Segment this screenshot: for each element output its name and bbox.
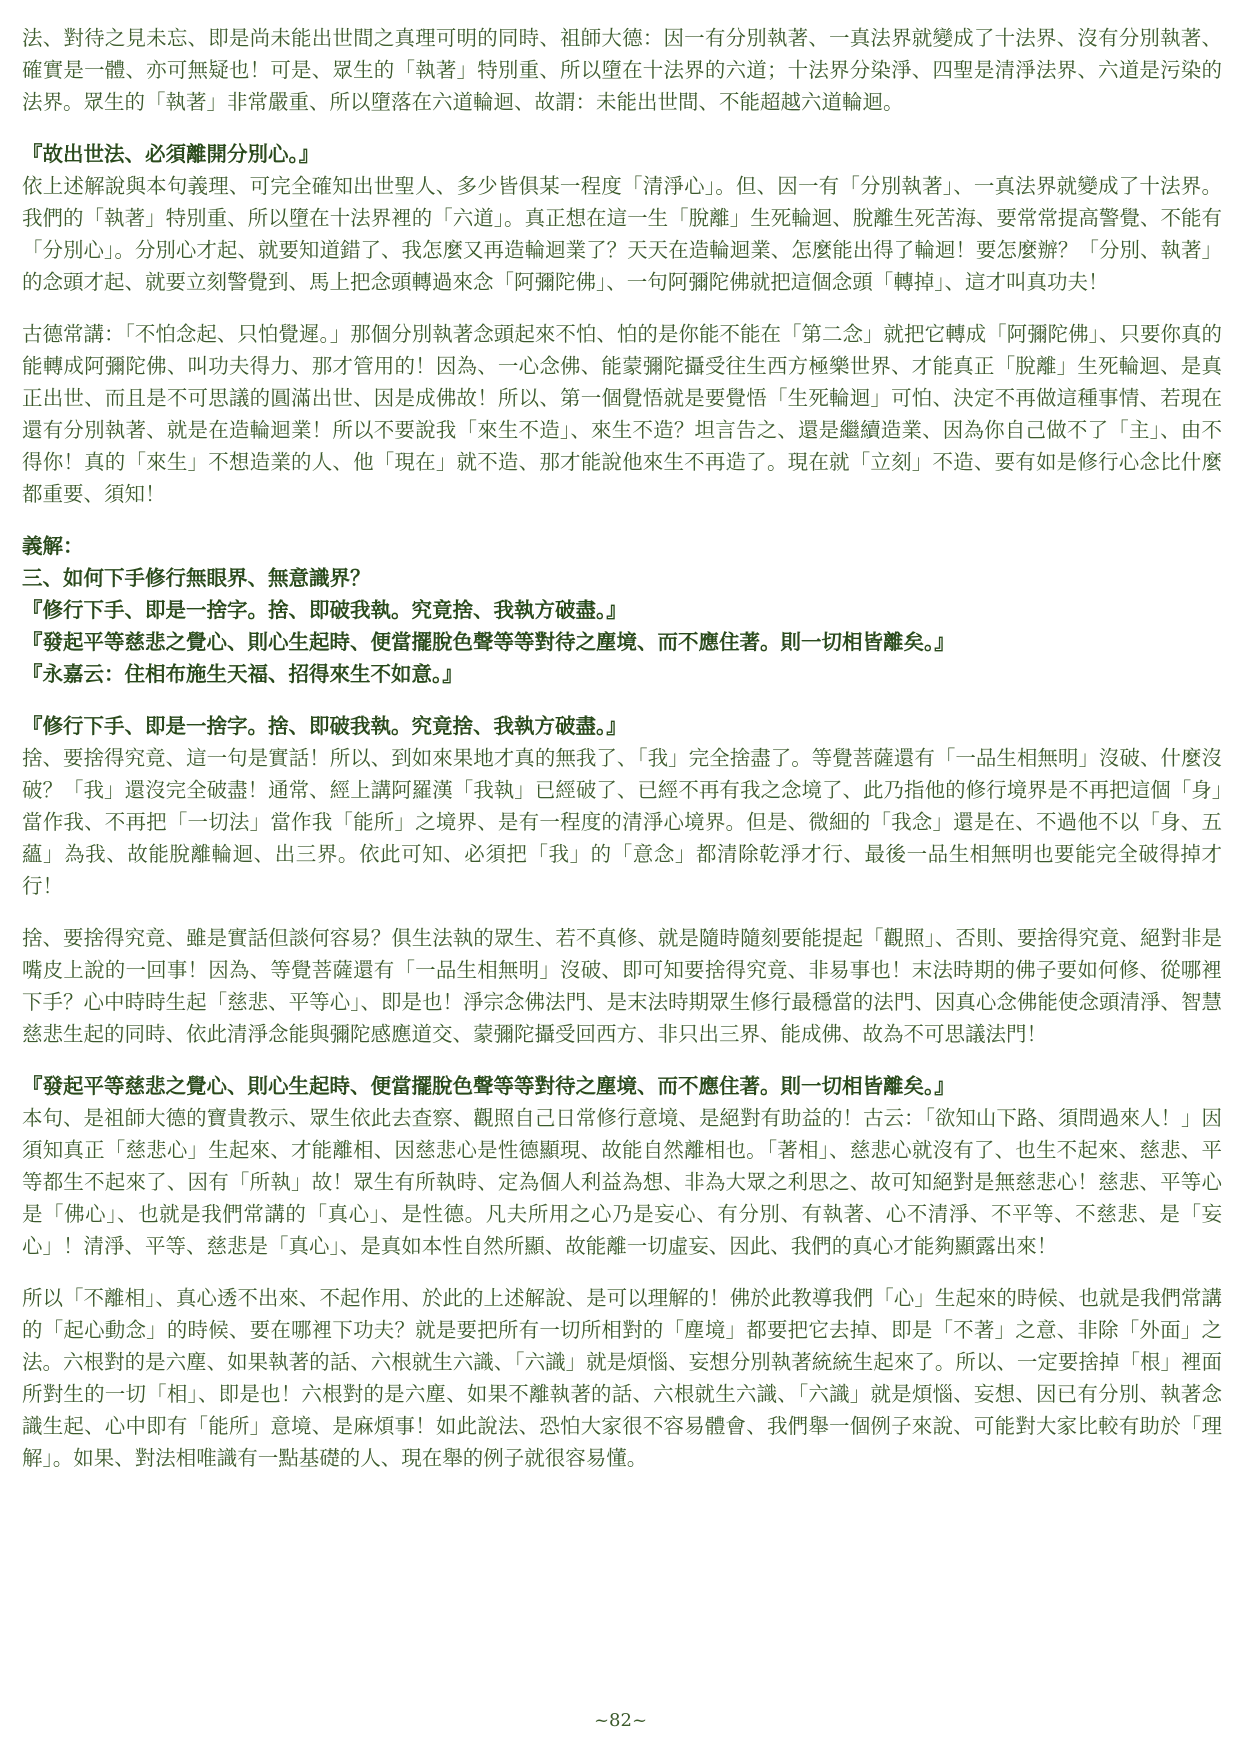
intro-paragraph: 法、對待之見未忘、即是尚未能出世間之真理可明的同時、祖師大德：因一有分別執著、一真法界就變成了十法界、沒有分別執著、確實是一體、亦可無疑也！可是、眾生的「執著」特別重、所以墮在十法界的六道；十法界分染淨、四聖是清淨法界、六道是污染的法界。眾生的「執著」非常嚴重、所以墮落在六道輪迴、故謂：未能出世間、不能超越六道輪迴。 — [22, 26, 1222, 114]
paragraph-gude: 古德常講：「不怕念起、只怕覺遲。」那個分別執著念頭起來不怕、怕的是你能不能在「第二念」就把它轉成「阿彌陀佛」、只要你真的能轉成阿彌陀佛、叫功夫得力、那才管用的！因為、一心念佛、能蒙彌陀攝受往生西方極樂世界、才能真正「脫離」生死輪迴、是真正出世、而且是不可思議的圓滿出世、因是成佛故！所以、第一個覺悟就是要覺悟「生死輪迴」可怕、決定不再做這種事情、若現在還有分別執著、就是在造輪迴業！所以不要說我「來生不造」、來生不造？坦言告之、還是繼續造業、因為你自己做不了「主」、由不得你！真的「來生」不想造業的人、他「現在」就不造、那才能說他來生不再造了。現在就「立刻」不造、要有如是修行心念比什麼都重要、須知！ — [22, 322, 1222, 506]
yijie-line: 『永嘉云：住相布施生天福、招得來生不如意。』 — [22, 662, 463, 686]
section-body: 捨、要捨得究竟、這一句是實話！所以、到如來果地才真的無我了、「我」完全捨盡了。等覺菩薩還有「一品生相無明」沒破、什麼沒破？「我」還沒完全破盡！通常、經上講阿羅漢「我執」已經破了、已經不再有我之念境了、此乃指他的修行境界是不再把這個「身」當作我、不再把「一切法」當作我「能所」之境界、是有一程度的清淨心境界。但是、微細的「我念」還是在、不過他不以「身、五蘊」為我、故能脫離輪迴、出三界。依此可知、必須把「我」的「意念」都清除乾淨才行、最後一品生相無明也要能完全破得掉才行！ — [22, 746, 1222, 898]
yijie-line: 『發起平等慈悲之覺心、則心生起時、便當擺脫色聲等等對待之塵境、而不應住著。則一切相皆離矣。』 — [22, 630, 955, 654]
yijie-line: 『修行下手、即是一捨字。捨、即破我執。究竟捨、我執方破盡。』 — [22, 598, 627, 622]
yijie-line: 三、如何下手修行無眼界、無意識界？ — [22, 566, 371, 590]
paragraph-six-roots: 所以「不離相」、真心透不出來、不起作用、於此的上述解說、是可以理解的！佛於此教導我們「心」生起來的時候、也就是我們常講的「起心動念」的時候、要在哪裡下功夫？就是要把所有一切所相對的「塵境」都要把它去掉、即是「不著」之意、非除「外面」之法。六根對的是六塵、如果執著的話、六根就生六識、「六識」就是煩惱、妄想分別執著統統生起來了。所以、一定要捨掉「根」裡面所對生的一切「相」、即是也！六根對的是六塵、如果不離執著的話、六根就生六識、「六識」就是煩惱、妄想、因已有分別、執著念識生起、心中即有「能所」意境、是麻煩事！如此說法、恐怕大家很不容易體會、我們舉一個例子來說、可能對大家比較有助於「理解」。如果、對法相唯識有一點基礎的人、現在舉的例子就很容易懂。 — [22, 1286, 1222, 1470]
section-body: 本句、是祖師大德的寶貴教示、眾生依此去查察、觀照自己日常修行意境、是絕對有助益的！古云：「欲知山下路、須問過來人！」因須知真正「慈悲心」生起來、才能離相、因慈悲心是性德顯現、故能自然離相也。「著相」、慈悲心就沒有了、也生不起來、慈悲、平等都生不起來了、因有「所執」故！眾生有所執時、定為個人利益為想、非為大眾之利思之、故可知絕對是無慈悲心！慈悲、平等心是「佛心」、也就是我們常講的「真心」、是性德。凡夫所用之心乃是妄心、有分別、有執著、心不清淨、不平等、不慈悲、是「妄心」！清淨、平等、慈悲是「真心」、是真如本性自然所顯、故能離一切虛妄、因此、我們的真心才能夠顯露出來！ — [22, 1106, 1222, 1258]
section-heading: 『發起平等慈悲之覺心、則心生起時、便當擺脫色聲等等對待之塵境、而不應住著。則一切相皆離矣。』 — [22, 1074, 955, 1098]
section-letting-go — [22, 710, 1222, 902]
document-page — [22, 22, 1222, 1494]
page-number: ~82~ — [593, 1710, 648, 1731]
section-outside-world — [22, 138, 1222, 298]
yijie-title: 義解： — [22, 534, 84, 558]
paragraph-letting-go-2: 捨、要捨得究竟、雖是實話但談何容易？俱生法執的眾生、若不真修、就是隨時隨刻要能提起「觀照」、否則、要捨得究竟、絕對非是嘴皮上說的一回事！因為、等覺菩薩還有「一品生相無明」沒破、即可知要捨得究竟、非易事也！末法時期的佛子要如何修、從哪裡下手？心中時時生起「慈悲、平等心」、即是也！淨宗念佛法門、是末法時期眾生修行最穩當的法門、因真心念佛能使念頭清淨、智慧慈悲生起的同時、依此清淨念能與彌陀感應道交、蒙彌陀攝受回西方、非只出三界、能成佛、故為不可思議法門！ — [22, 926, 1222, 1046]
section-body: 依上述解說與本句義理、可完全確知出世聖人、多少皆俱某一程度「清淨心」。但、因一有「分別執著」、一真法界就變成了十法界。我們的「執著」特別重、所以墮在十法界裡的「六道」。真正想在這一生「脫離」生死輪迴、脫離生死苦海、要常常提高警覺、不能有「分別心」。分別心才起、就要知道錯了、我怎麼又再造輪迴業了？天天在造輪迴業、怎麼能出得了輪迴！要怎麼辦？「分別、執著」的念頭才起、就要立刻警覺到、馬上把念頭轉過來念「阿彌陀佛」、一句阿彌陀佛就把這個念頭「轉掉」、這才叫真功夫！ — [22, 174, 1222, 294]
section-heading: 『故出世法、必須離開分別心。』 — [22, 142, 320, 166]
section-compassion — [22, 1070, 1222, 1262]
yijie-block — [22, 530, 1222, 690]
section-heading: 『修行下手、即是一捨字。捨、即破我執。究竟捨、我執方破盡。』 — [22, 714, 627, 738]
